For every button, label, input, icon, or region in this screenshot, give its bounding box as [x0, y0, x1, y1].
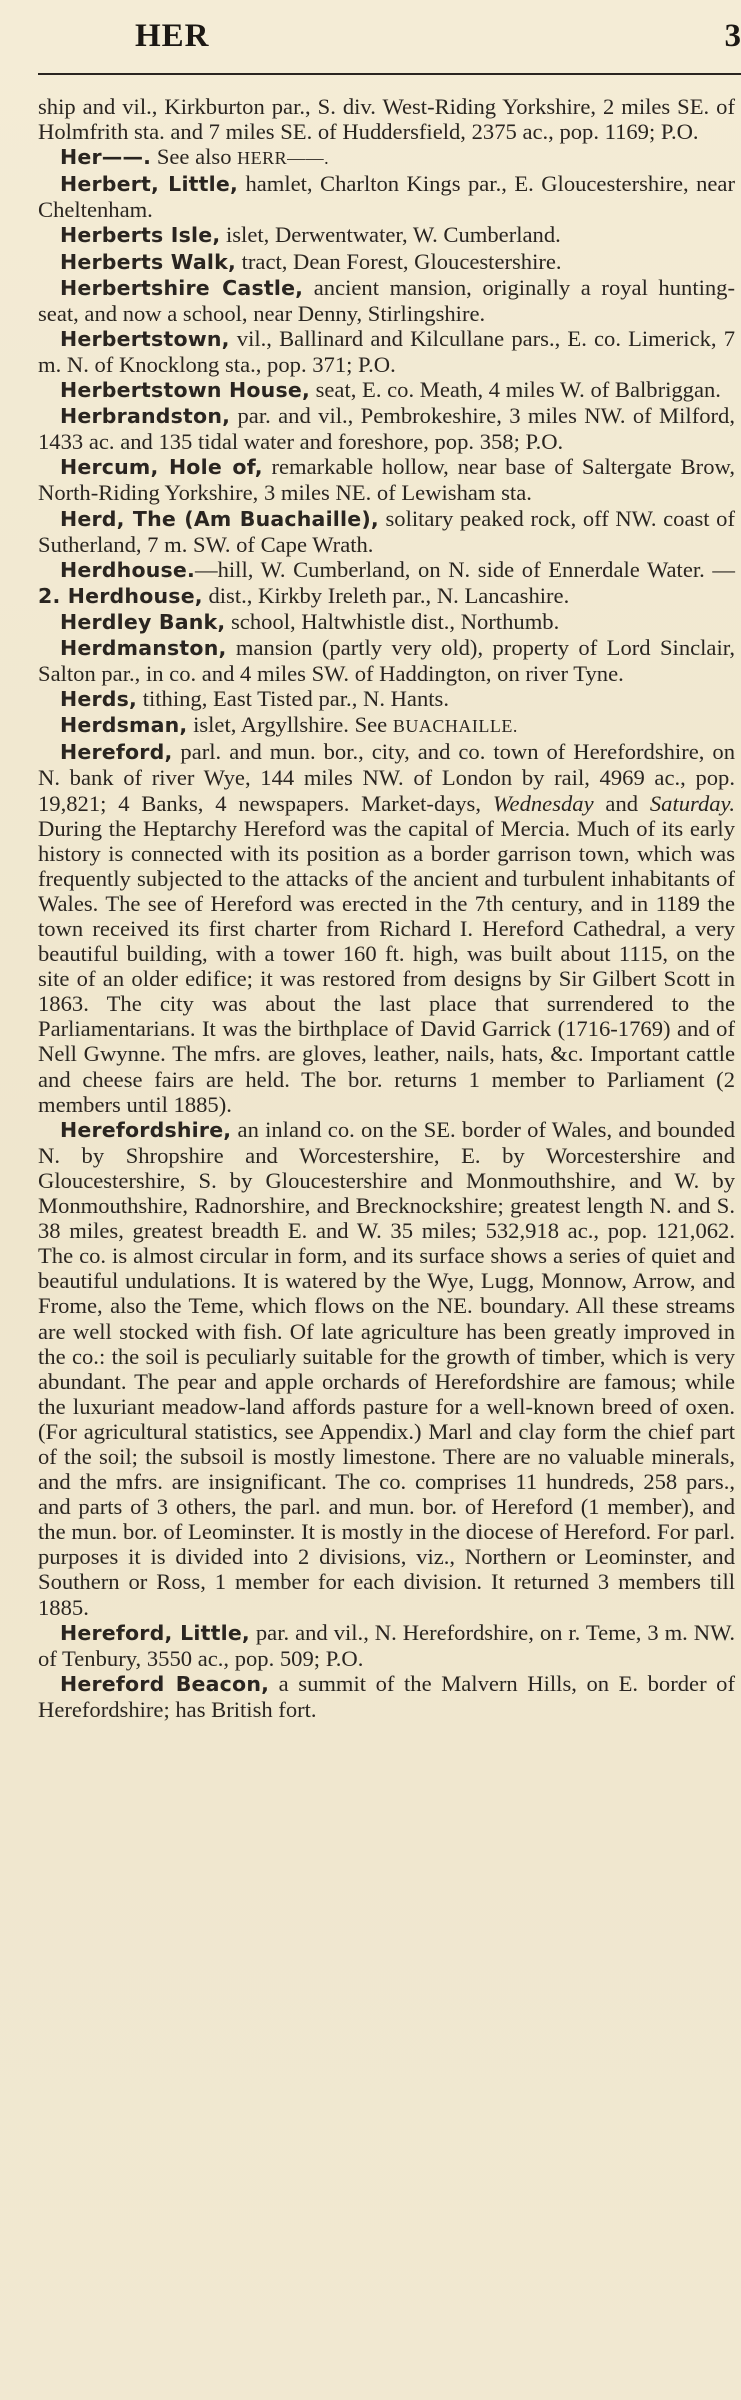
entry-herds — [38, 686, 735, 712]
entry-headword: Hereford, — [60, 740, 173, 765]
entry-text: and — [593, 790, 650, 816]
entry-text: —hill, W. Cumberland, on N. side of Ennerdale Water. — — [195, 556, 735, 582]
entry-headword: Herberts Walk, — [60, 249, 236, 274]
entry-herefordshire — [38, 1117, 735, 1620]
entry-text: ship and vil., Kirkburton par., S. div. West-Riding Yorkshire, 2 miles SE. of Holmfrith sta. and 7 miles SE. of Huddersfield, 2375 ac., pop. 1169; P.O. — [38, 94, 735, 145]
entry-text: mansion (partly very old), property of Lord Sinclair, Salton par., in co. and 4 miles SW. of Haddington, on river Tyne. — [38, 634, 735, 687]
entry-herberts-isle — [38, 222, 735, 248]
entry-headword: Hercum, Hole of, — [60, 455, 263, 480]
entry-headword: Herbertstown House, — [60, 378, 310, 403]
entry-herbrandston — [38, 403, 735, 454]
entry-subheadword: 2. Herdhouse, — [38, 583, 203, 608]
page-header — [0, 0, 741, 72]
market-day: Saturday. — [649, 790, 735, 816]
entry-headword: Hereford Beacon, — [60, 1671, 270, 1696]
entry-text: During the Heptarchy Hereford was the capital of Mercia. Much of its early history is connected with its position as a border garrison town, which was frequently subjected to the attacks of the ancient and turbulent inhabitants of Wales. The see of Hereford was erected in the 7th century, and in 1189 the town received its first charter from Richard I. Hereford Cathedral, a very beautiful building, with a tower 160 ft. high, was built about 1115, on the site of an older edifice; it was restored from designs by Sir Gilbert Scott in 1863. The city was about the last place that surrendered to the Parliamentarians. It was the birthplace of David Garrick (1716-1769) and of Nell Gwynne. The mfrs. are gloves, leather, nails, hats, &c. Important cattle and cheese fairs are held. The bor. returns 1 member to Parliament (2 members until 1885). — [38, 815, 735, 1117]
entry-text: remarkable hollow, near base of Saltergate Brow, North-Riding Yorkshire, 3 miles NE. of Lewisham sta. — [38, 454, 735, 506]
entry-herdmanston — [38, 635, 735, 686]
entry-headword: Herd, The (Am Buachaille), — [60, 506, 379, 531]
entry-text: parl. and mun. bor., city, and co. town of Herefordshire, on N. bank of river Wye, 144 miles NW. of London by rail, 4969 ac., pop. 19,821; 4 Banks, 4 newspapers. Market-days, — [38, 739, 735, 816]
entry-headword: Herdsman, — [60, 713, 188, 738]
entry-hereford-little — [38, 1620, 735, 1671]
entry-headword: Herefordshire, — [60, 1117, 232, 1142]
entry-headword: Herbert, Little, — [60, 172, 238, 197]
entry-headword: Herbertstown, — [60, 326, 230, 351]
entry-herdsman — [38, 712, 735, 739]
entry-text: See also — [151, 144, 238, 170]
entry-text: seat, E. co. Meath, 4 miles W. of Balbriggan. — [309, 377, 721, 403]
entry-headword: Her——. — [60, 145, 152, 170]
entry-text: dist., Kirkby Ireleth par., N. Lancashire. — [202, 582, 570, 608]
entry-herberts-walk — [38, 249, 735, 275]
entry-text: tithing, East Tisted par., N. Hants. — [137, 686, 449, 712]
entry-text: tract, Dean Forest, Gloucestershire. — [235, 248, 562, 274]
cross-reference: BUACHAILLE. — [392, 716, 518, 737]
running-head: HER — [135, 18, 210, 54]
market-day: Wednesday — [492, 790, 594, 816]
entry-headword: Herbrandston, — [60, 404, 231, 429]
header-rule — [38, 73, 741, 75]
entry-herbertshire-castle — [38, 275, 735, 326]
entry-headword: Herbertshire Castle, — [60, 275, 304, 300]
entry-hereford — [38, 739, 735, 1116]
entry-text: par. and vil., Pembrokeshire, 3 miles NW. of Milford, 1433 ac. and 135 tidal water and foreshore, pop. 358; P.O. — [38, 403, 735, 455]
entry-headword: Herberts Isle, — [60, 223, 221, 248]
entry-headword: Herdmanston, — [60, 635, 227, 660]
entry-herd-the — [38, 506, 735, 557]
entry-headword: Hereford, Little, — [60, 1620, 250, 1645]
entry-her — [38, 144, 735, 171]
entry-text: hamlet, Charlton Kings par., E. Gloucestershire, near Cheltenham. — [38, 171, 735, 223]
entry-herdhouse — [38, 557, 735, 609]
cross-reference: HERR——. — [237, 148, 330, 169]
entry-headword: Herds, — [60, 687, 138, 712]
entry-text: solitary peaked rock, off NW. coast of Sutherland, 7 m. SW. of Cape Wrath. — [38, 505, 735, 557]
entry-hercum — [38, 454, 735, 505]
entry-text: an inland co. on the SE. border of Wales, and bounded N. by Shropshire and Worcestershire, E. by Worcestershire and Gloucestershire, S. by Gloucestershire and Monmouthshire, and W. by Monmouthshire, Radnorshire, and Brecknockshire; greatest length N. and S. 38 miles, greatest breadth E. and W. 35 miles; 532,918 ac., pop. 121,062. The co. is almost circular in form, and its surface shows a series of quiet and beautiful undulations. It is watered by the Wye, Lugg, Monnow, Arrow, and Frome, also the Teme, which flows on the NE. boundary. All these streams are well stocked with fish. Of late agriculture has been greatly improved in the co.: the soil is peculiarly suitable for the growth of timber, which is very abundant. The pear and apple orchards of Herefordshire are famous; while the luxuriant meadow-land affords pasture for a well-known breed of oxen. (For agricultural statistics, see Appendix.) Marl and clay form the chief part of the soil; the subsoil is mostly limestone. There are no valuable minerals, and the mfrs. are insignificant. The co. comprises 11 hundreds, 258 pars., and parts of 3 others, the parl. and mun. bor. of Hereford (1 member), and the mun. bor. of Leominster. It is mostly in the diocese of Hereford. For parl. purposes it is divided into 2 divisions, viz., Northern or Leominster, and Southern or Ross, 1 member for each division. It returned 3 members till 1885. — [38, 1116, 735, 1620]
entry-continuation — [38, 94, 735, 144]
entry-text: islet, Argyllshire. See — [187, 712, 393, 738]
entry-text: school, Haltwhistle dist., Northumb. — [225, 608, 560, 634]
entry-text: a summit of the Malvern Hills, on E. border of Herefordshire; has British fort. — [38, 1670, 735, 1722]
entry-text: vil., Ballinard and Kilcullane pars., E. co. Limerick, 7 m. N. of Knocklong sta., pop. 371; P.O. — [38, 325, 735, 377]
entry-herbert-little — [38, 171, 735, 222]
entry-headword: Herdley Bank, — [60, 609, 226, 634]
entry-hereford-beacon — [38, 1671, 735, 1722]
page-number: 3 — [724, 18, 741, 54]
entry-herbertstown — [38, 326, 735, 377]
entry-text: par. and vil., N. Herefordshire, on r. Teme, 3 m. NW. of Tenbury, 3550 ac., pop. 509; P.O. — [38, 1619, 736, 1671]
entries-column — [38, 94, 735, 1722]
entry-herbertstown-house — [38, 377, 735, 403]
entry-text: ancient mansion, originally a royal hunting-seat, and now a school, near Denny, Stirlingshire. — [38, 274, 735, 326]
entry-text: islet, Derwentwater, W. Cumberland. — [220, 222, 561, 248]
entry-herdley-bank — [38, 609, 735, 635]
entry-headword: Herdhouse. — [60, 557, 196, 582]
